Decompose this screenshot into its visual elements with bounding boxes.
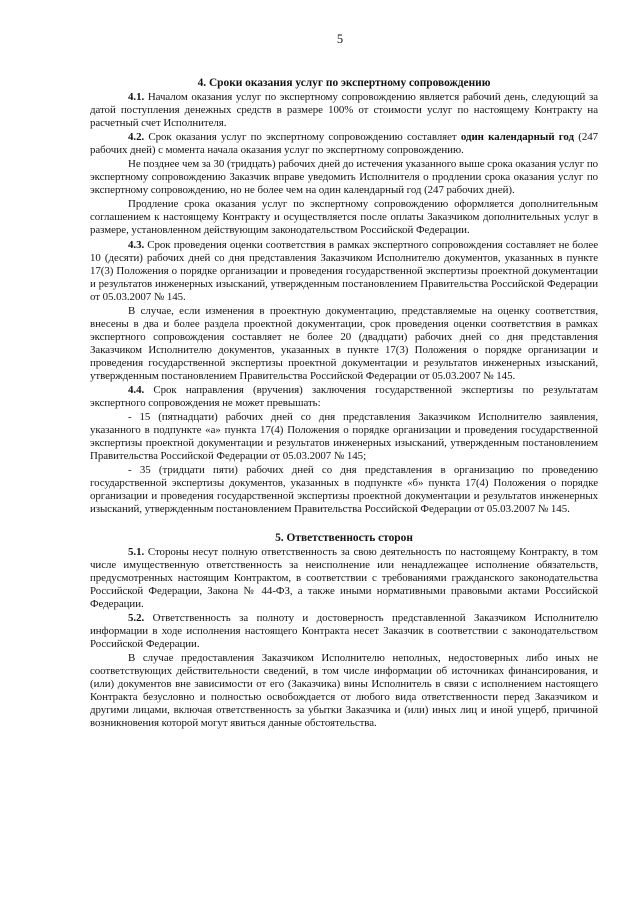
clause-text: Ответственность за полноту и достоверность представленной Заказчиком Исполнителю информации в ходе исполнения настоящего Контракта несет Заказчик в соответствии с законодательством Российской Федерации. [90, 611, 598, 650]
paragraph-5-2-release-of-liability: В случае предоставления Заказчиком Исполнителю неполных, недостоверных либо иных не соответствующих действительности сведений, в том числе информации об источниках финансирования, и (или) документов вне зависимости от его (Заказчика) вины Исполнитель в связи с исполнением настоящего Контракта безусловно и полностью освобождается от любого вида ответственности перед Заказчиком и другими лицами, включая ответственность за убытки Заказчика и (или) иных лиц и иной ущерб, причиной возникновения которой могут явиться данные обстоятельства. [90, 651, 598, 730]
paragraph-5-1 [90, 546, 598, 611]
paragraph-4-2 [90, 131, 598, 157]
clause-number: 4.4. [128, 384, 145, 397]
page-number: 5 [336, 32, 344, 46]
clause-text: Срок направления (вручения) заключения государственной экспертизы по результатам экспертного сопровождения не может превышать: [90, 384, 598, 410]
clause-number: 4.1. [128, 91, 145, 103]
clause-number: 5.1. [128, 545, 145, 558]
clause-number: 4.2. [128, 131, 145, 144]
section-divider-space [90, 518, 598, 532]
paragraph-4-2-extension-notice: Не позднее чем за 30 (тридцать) рабочих дней до истечения указанного выше срока оказания услуг по экспертному сопровождению Заказчик вправе уведомить Исполнителя о продлении срока оказания услуг по экспертному сопровождению, но не более чем на один календарный год (247 рабочих дней). [90, 158, 598, 197]
list-item-35-days: - 35 (тридцати пяти) рабочих дней со дня представления в организацию по проведению государственной экспертизы документов, указанных в подпункте «б» пункта 17(4) Положения о порядке организации и проведения государственной экспертизы проектной документации и результатов инженерных изысканий, утвержденным постановлением Правительства Российской Федерации от 05.03.2007 № 145. [90, 464, 598, 516]
paragraph-4-3 [90, 239, 598, 304]
clause-number: 4.3. [128, 238, 145, 251]
clause-text: (247 рабочих дней) с момента начала оказания услуг по экспертному сопровождению. [90, 131, 599, 157]
list-item-15-days: - 15 (пятнадцати) рабочих дней со дня представления Заказчиком Исполнителю заявления, указанного в подпункте «а» пункта 17(4) Положения о порядке организации и проведения государственной экспертизы проектной документации и результатов инженерных изысканий, утвержденным постановлением Правительства Российской Федерации от 05.03.2007 № 145; [90, 411, 598, 463]
paragraph-4-1 [90, 91, 598, 130]
paragraph-4-4 [90, 384, 598, 410]
clause-text: Стороны несут полную ответственность за свою деятельность по настоящему Контракту, в том числе имущественную ответственность за неисполнение или ненадлежащее исполнение обязательств, предусмотренных настоящим Контрактом, в соответствии с требованиями гражданского законодательства Российской Федерации, Закона № 44-ФЗ, а также иными нормативными правовыми актами Российской Федерации. [90, 545, 598, 610]
section-5-heading: 5. Ответственность сторон [275, 531, 413, 544]
paragraph-4-2-extension-terms: Продление срока оказания услуг по экспертному сопровождению оформляется дополнительным соглашением к настоящему Контракту и осуществляется после оплаты Заказчиком дополнительных услуг в размере, установленном действующим законодательством Российской Федерации. [90, 198, 598, 237]
clause-text: Срок оказания услуг по экспертному сопровождению составляет [144, 131, 461, 144]
clause-emphasis: один календарный год [460, 131, 574, 144]
paragraph-4-3-multiple-sections: В случае, если изменения в проектную документацию, представляемые на оценку соответствия, внесены в два и более раздела проектной документации, срок проведения оценки соответствия в рамках экспертного сопровождения составляет не более 20 (двадцати) рабочих дней со дня представления Заказчиком Исполнителю документов, указанных в пункте 17(3) Положения о порядке организации и проведения государственной экспертизы проектной документации и результатов инженерных изысканий, утвержденным постановлением Правительства Российской Федерации от 05.03.2007 № 145. [90, 304, 598, 382]
clause-number: 5.2. [128, 611, 145, 624]
clause-text: Срок проведения оценки соответствия в рамках экспертного сопровождения составляет не более 10 (десяти) рабочих дней со дня представления Заказчиком Исполнителю документов, указанных в пункте 17(3) Положения о порядке организации и проведения государственной экспертизы проектной документации и результатов инженерных изысканий, утвержденным постановлением Правительства Российской Федерации от 05.03.2007 № 145. [90, 238, 598, 303]
section-4-heading: 4. Сроки оказания услуг по экспертному сопровождению [197, 77, 491, 89]
paragraph-5-2 [90, 612, 598, 651]
clause-text: Началом оказания услуг по экспертному сопровождению является рабочий день, следующий за датой поступления денежных средств в размере 100% от стоимости услуг по настоящему Контракту на расчетный счет Исполнителя. [90, 91, 598, 130]
